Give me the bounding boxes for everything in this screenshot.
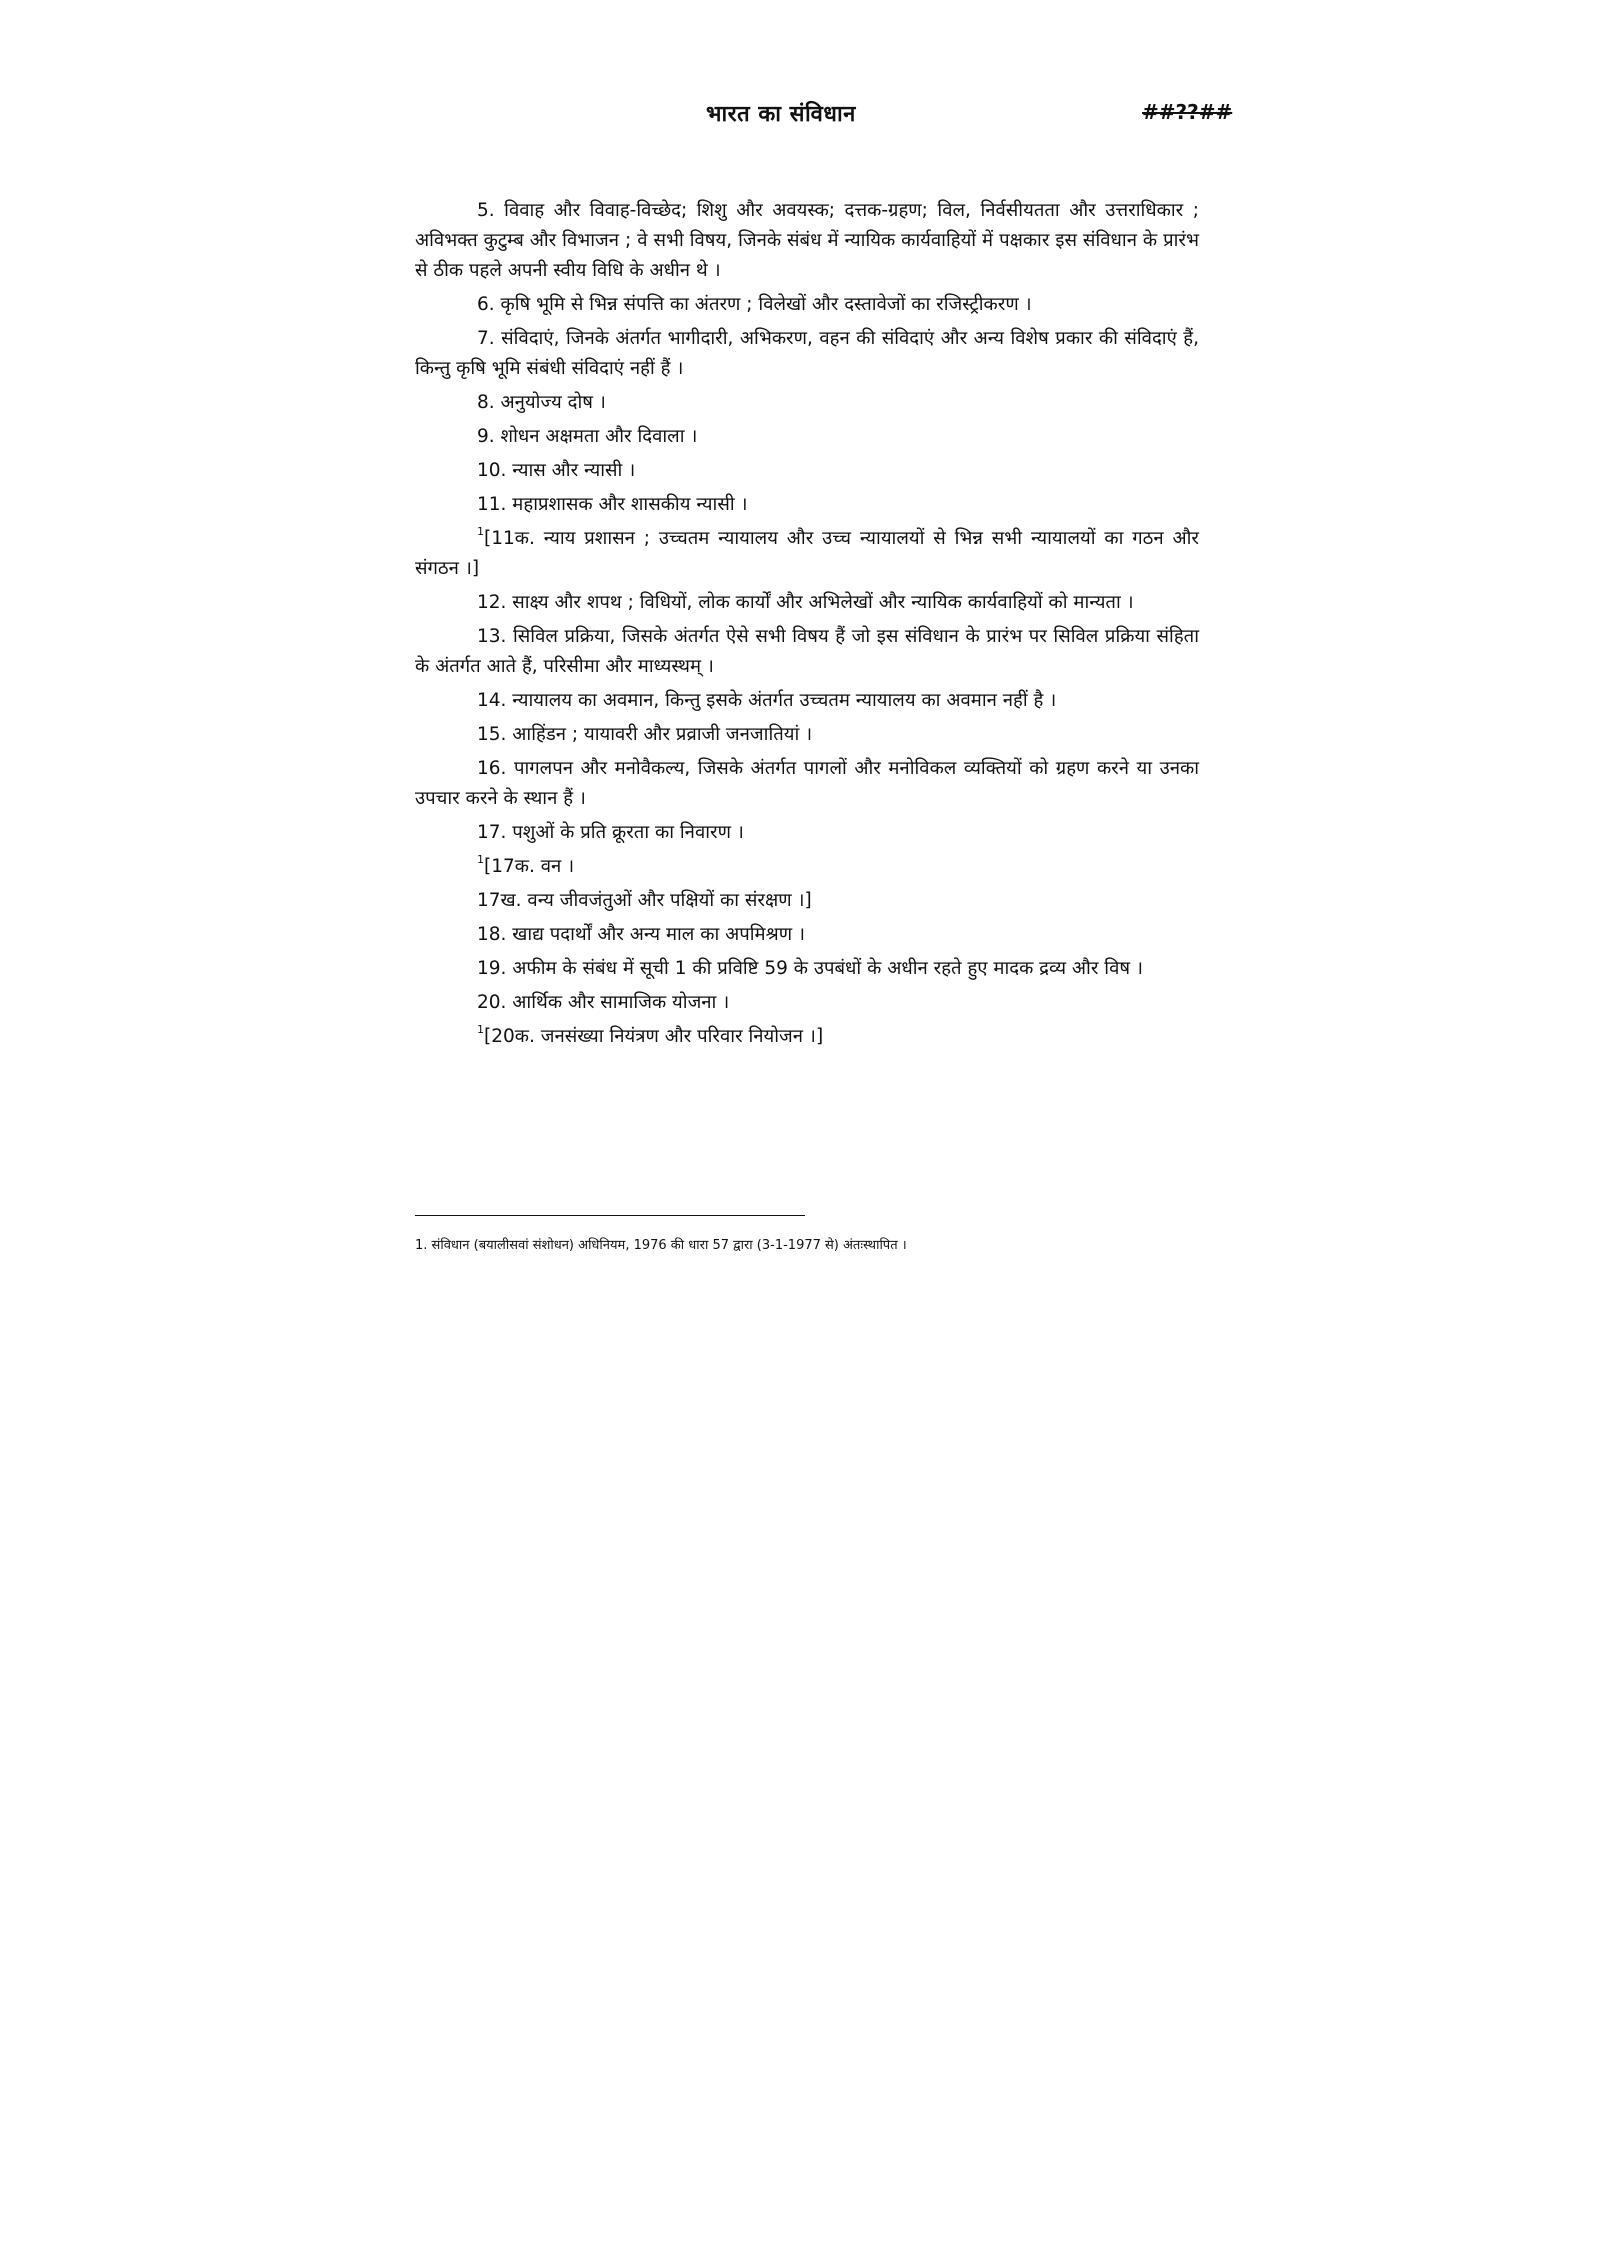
list-item — [415, 754, 1199, 814]
list-item — [415, 490, 1199, 520]
entry-text: 18. खाद्य पदार्थों और अन्य माल का अपमिश्रण । — [477, 924, 805, 945]
list-item — [415, 324, 1199, 384]
list-item — [415, 886, 1199, 916]
list-item — [415, 818, 1199, 848]
list-item — [415, 622, 1199, 682]
list-item — [415, 1022, 1199, 1052]
entry-text: 9. शोधन अक्षमता और दिवाला । — [477, 426, 698, 447]
entry-text: 5. विवाह और विवाह-विच्छेद; शिशु और अवयस्क; दत्तक-ग्रहण; विल, निर्वसीयतता और उत्तराधिकार ; अविभक्त कुटुम्ब और विभाजन ; वे सभी विषय, जिनके संबंध में न्यायिक कार्यवाहियों में पक्षकार इस संविधान के प्रारंभ से ठीक पहले अपनी स्वीय विधि के अधीन थे । — [415, 200, 1199, 281]
entry-text: 8. अनुयोज्य दोष । — [477, 392, 606, 413]
footnote: 1. संविधान (बयालीसवां संशोधन) अधिनियम, 1976 की धारा 57 द्वारा (3-1-1977 से) अंतःस्थापित । — [415, 1238, 907, 1253]
entry-text: 12. साक्ष्य और शपथ ; विधियों, लोक कार्यों और अभिलेखों और न्यायिक कार्यवाहियों को मान्यता । — [477, 592, 1134, 613]
entry-text: 6. कृषि भूमि से भिन्न संपत्ति का अंतरण ; विलेखों और दस्तावेजों का रजिस्ट्रीकरण । — [477, 294, 1032, 315]
footnote-marker: 1 — [477, 524, 484, 538]
entry-text: 10. न्यास और न्यासी । — [477, 460, 636, 481]
entry-text: 17. पशुओं के प्रति क्रूरता का निवारण । — [477, 822, 744, 843]
entry-text: 15. आहिंडन ; यायावरी और प्रव्राजी जनजातियां । — [477, 724, 813, 745]
entry-text: 16. पागलपन और मनोवैकल्य, जिसके अंतर्गत पागलों और मनोविकल व्यक्तियों को ग्रहण करने या उनका उपचार करने के स्थान हैं । — [415, 758, 1199, 809]
entry-text: 17ख. वन्य जीवजंतुओं और पक्षियों का संरक्षण ।] — [477, 890, 812, 911]
footnote-divider — [415, 1215, 805, 1216]
page-header — [0, 98, 1600, 138]
entry-text: 14. न्यायालय का अवमान, किन्तु इसके अंतर्गत उच्चतम न्यायालय का अवमान नहीं है । — [477, 690, 1057, 711]
page-title: भारत का संविधान — [706, 102, 856, 127]
entry-text: [11क. न्याय प्रशासन ; उच्चतम न्यायालय और उच्च न्यायालयों से भिन्न सभी न्यायालयों का गठन और संगठन ।] — [415, 528, 1199, 579]
footnote-marker: 1 — [477, 1022, 484, 1036]
entry-text: 20. आर्थिक और सामाजिक योजना । — [477, 992, 730, 1013]
list-item — [415, 456, 1199, 486]
list-item — [415, 290, 1199, 320]
list-item — [415, 988, 1199, 1018]
list-item — [415, 388, 1199, 418]
entry-list — [415, 196, 1199, 1056]
entry-text: 19. अफीम के संबंध में सूची 1 की प्रविष्टि 59 के उपबंधों के अधीन रहते हुए मादक द्रव्य और विष । — [477, 958, 1143, 979]
list-item — [415, 720, 1199, 750]
list-item — [415, 686, 1199, 716]
page-number: ##??## — [1142, 100, 1233, 124]
list-item — [415, 954, 1199, 984]
footnote-marker: 1 — [477, 852, 484, 866]
entry-text: 7. संविदाएं, जिनके अंतर्गत भागीदारी, अभिकरण, वहन की संविदाएं और अन्य विशेष प्रकार की संविदाएं हैं, किन्तु कृषि भूमि संबंधी संविदाएं नहीं हैं । — [415, 328, 1199, 379]
list-item — [415, 588, 1199, 618]
entry-text: 11. महाप्रशासक और शासकीय न्यासी । — [477, 494, 748, 515]
list-item — [415, 196, 1199, 286]
entry-text: [17क. वन । — [484, 856, 575, 877]
entry-text: [20क. जनसंख्या नियंत्रण और परिवार नियोजन ।] — [484, 1026, 824, 1047]
entry-text: 13. सिविल प्रक्रिया, जिसके अंतर्गत ऐसे सभी विषय हैं जो इस संविधान के प्रारंभ पर सिविल प्रक्रिया संहिता के अंतर्गत आते हैं, परिसीमा और माध्यस्थम् । — [415, 626, 1199, 677]
list-item — [415, 524, 1199, 584]
list-item — [415, 920, 1199, 950]
list-item — [415, 852, 1199, 882]
list-item — [415, 422, 1199, 452]
